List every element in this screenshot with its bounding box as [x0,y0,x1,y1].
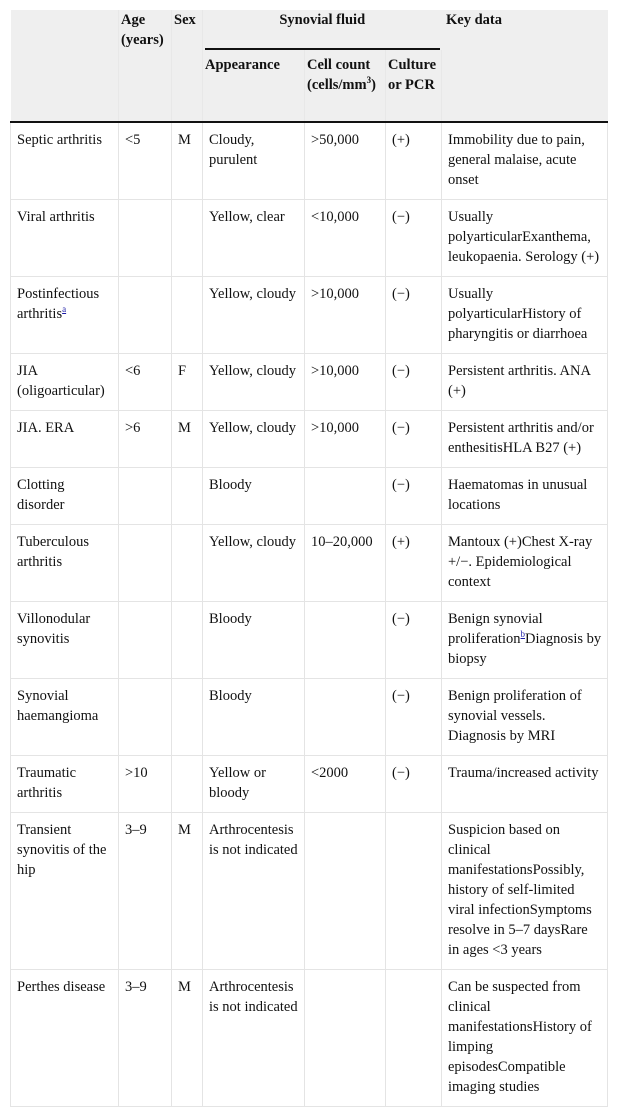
cell-condition: JIA (oligoarticular) [11,354,119,411]
cell-cell-count: >10,000 [305,354,386,411]
cell-cell-count: >10,000 [305,411,386,468]
cell-appearance: Cloudy, purulent [203,122,305,200]
cell-appearance: Arthrocentesis is not indicated [203,970,305,1107]
cell-age [119,602,172,679]
cell-appearance: Bloody [203,602,305,679]
cell-key-data: Can be suspected from clinical manifestationsHistory of limping episodesCompatible imaging studies [442,970,608,1107]
cell-key-data: Benign proliferation of synovial vessels. Diagnosis by MRI [442,679,608,756]
table-row [11,354,608,411]
cell-condition: Perthes disease [11,970,119,1107]
table-row [11,970,608,1107]
cell-appearance: Bloody [203,468,305,525]
cell-key-data: Trauma/increased activity [442,756,608,813]
cell-sex: M [172,970,203,1107]
cell-culture: (+) [386,122,442,200]
cell-sex: F [172,354,203,411]
cell-appearance: Yellow, cloudy [203,354,305,411]
cell-condition: Traumatic arthritis [11,756,119,813]
cell-age: <5 [119,122,172,200]
cell-key-data: Immobility due to pain, general malaise, acute onset [442,122,608,200]
header-sex: Sex [172,10,203,122]
table-row [11,122,608,200]
cell-culture: (−) [386,679,442,756]
table-row [11,468,608,525]
cell-culture: (+) [386,525,442,602]
cell-key-data: Persistent arthritis. ANA (+) [442,354,608,411]
cell-key-data: Usually polyarticularHistory of pharyngitis or diarrhoea [442,277,608,354]
cell-age: 3–9 [119,813,172,970]
header-cell-count: Cell count $(cells/mm^3)$ [305,50,386,122]
cell-culture: (−) [386,411,442,468]
cell-appearance: Arthrocentesis is not indicated [203,813,305,970]
cell-age [119,525,172,602]
cell-cell-count: >10,000 [305,277,386,354]
cell-key-data: Mantoux (+)Chest X-ray +/−. Epidemiological context [442,525,608,602]
cell-culture: (−) [386,200,442,277]
synovial-fluid-label: Synovial fluid [279,12,366,28]
cell-age: >10 [119,756,172,813]
cell-sex [172,468,203,525]
table-row [11,277,608,354]
cell-sex: M [172,122,203,200]
header-condition [11,10,119,122]
table-row [11,602,608,679]
table-container [10,10,607,1107]
cell-condition: Postinfectious arthritis$^a$ [11,277,119,354]
table-body [11,122,608,1107]
cell-cell-count: <2000 [305,756,386,813]
cell-cell-count [305,813,386,970]
cell-key-data: Suspicion based on clinical manifestationsPossibly, history of self-limited viral infectionSymptoms resolve in 5–7 daysRare in ages <3 years [442,813,608,970]
header-culture: Culture or PCR [386,50,442,122]
cell-culture: (−) [386,468,442,525]
cell-sex [172,602,203,679]
cell-condition: Villonodular synovitis [11,602,119,679]
cell-sex [172,277,203,354]
header-appearance: Appearance [203,50,305,122]
cell-age: <6 [119,354,172,411]
cell-culture: (−) [386,277,442,354]
cell-age: 3–9 [119,970,172,1107]
cell-cell-count: >50,000 [305,122,386,200]
cell-condition: Tuberculous arthritis [11,525,119,602]
cell-cell-count: <10,000 [305,200,386,277]
table-header [11,10,608,122]
cell-appearance: Yellow, cloudy [203,411,305,468]
table-row [11,679,608,756]
table-row [11,200,608,277]
cell-key-data: Benign synovial proliferation$^b$Diagnosis by biopsy [442,602,608,679]
cell-sex [172,756,203,813]
cell-cell-count [305,602,386,679]
cell-age: >6 [119,411,172,468]
cell-age [119,277,172,354]
header-age: Age (years) [119,10,172,122]
cell-condition: Viral arthritis [11,200,119,277]
cell-appearance: Yellow or bloody [203,756,305,813]
cell-age [119,679,172,756]
table-row [11,525,608,602]
cell-key-data: Haematomas in unusual locations [442,468,608,525]
cell-condition: JIA. ERA [11,411,119,468]
cell-culture [386,813,442,970]
cell-appearance: Yellow, cloudy [203,277,305,354]
cell-key-data: Usually polyarticularExanthema, leukopaenia. Serology (+) [442,200,608,277]
table-row [11,411,608,468]
cell-sex: M [172,813,203,970]
footnote-link-a[interactable]: a [62,304,67,315]
header-key-data: Key data [442,10,608,122]
cell-sex [172,200,203,277]
cell-sex: M [172,411,203,468]
cell-condition: Synovial haemangioma [11,679,119,756]
cell-culture: (−) [386,354,442,411]
cell-condition: Transient synovitis of the hip [11,813,119,970]
cell-condition: Septic arthritis [11,122,119,200]
cell-appearance: Bloody [203,679,305,756]
cell-cell-count [305,468,386,525]
cell-key-data: Persistent arthritis and/or enthesitisHLA B27 (+) [442,411,608,468]
footnote-link-b[interactable]: b [520,629,525,640]
cell-condition: Clotting disorder [11,468,119,525]
cell-culture [386,970,442,1107]
cell-age [119,200,172,277]
cell-culture: (−) [386,602,442,679]
differential-diagnosis-table [10,10,608,1107]
cell-culture: (−) [386,756,442,813]
cell-appearance: Yellow, cloudy [203,525,305,602]
cell-age [119,468,172,525]
cell-cell-count [305,970,386,1107]
header-synovial-fluid [203,10,442,50]
cell-appearance: Yellow, clear [203,200,305,277]
cell-cell-count: 10–20,000 [305,525,386,602]
cell-sex [172,525,203,602]
cell-sex [172,679,203,756]
table-row [11,756,608,813]
cell-cell-count [305,679,386,756]
table-row [11,813,608,970]
